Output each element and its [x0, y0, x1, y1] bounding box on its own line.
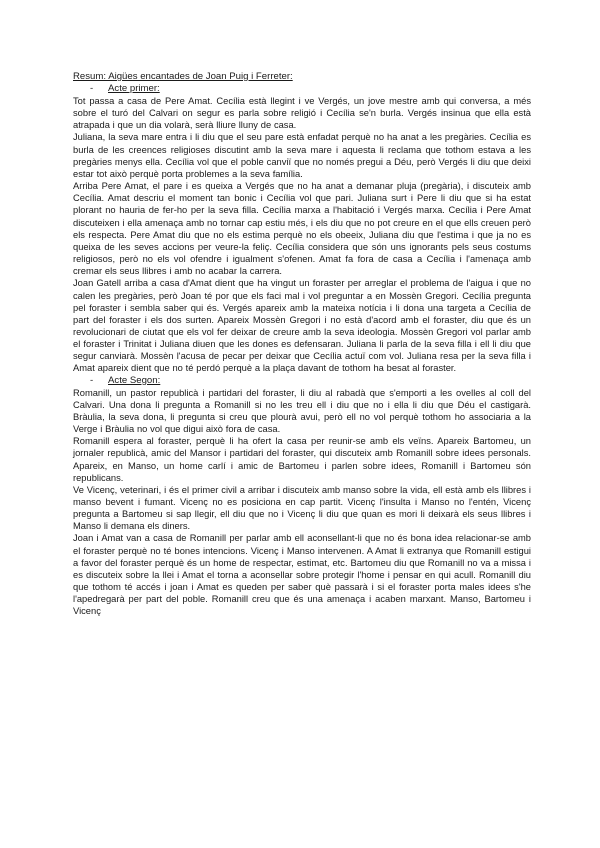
act-bullet: - [90, 374, 94, 386]
act-label: Acte primer: [108, 83, 160, 94]
paragraph: Romanill, un pastor republicà i partidari del foraster, li diu al rabadà que s'emporti a les ovelles al coll del Calvari. Una dona li pregunta a Romanill si no les treu ell i diu que no i ella li diu que Déu el castigarà. Bràulia, la seva dona, li pregunta si creu que plourà avui, però ell no vol perquè tothom ho associaria a la Verge i Bràulia no vol que digui això fora de casa. [73, 387, 531, 435]
paragraph: Arriba Pere Amat, el pare i es queixa a Vergés que no ha anat a demanar pluja (pregària), i discuteix amb Cecília. Amat descriu el moment tan bonic i Cecília vol que pari. Juliana surt i Pere li diu que si ha estat plorant no hauria de fer-ho per la seva filla. Cecília marxa a l'habitació i Vergés marxa. Cecília i Pere Amat discuteixen i ella amenaça amb no tornar cap estiu més, i els diu que no pot creure en el que ells creuen però els respecta. Pere Amat diu que no els estima perquè no els obeeix, Juliana diu que l'estima i que ja no es queixa de les seves accions per veure-la feliç. Cecília considera que són uns ignorants pels seus costums religiosos, però no els vol ofendre i igualment s'ofenen. Amat fa fora de casa a Cecília i l'amenaça amb cremar els seus llibres i amb no acabar la carrera. [73, 181, 531, 277]
act-heading-first [90, 83, 531, 95]
document-page [73, 71, 531, 618]
paragraph: Ve Vicenç, veterinari, i és el primer civil a arribar i discuteix amb manso sobre la vida, ell està amb els llibres i manso bevent i fumant. Vicenç no es posiciona en cap partit. Vicenç l'insulta i Manso no l'entén, Vicenç pregunta a Bartomeu si sap llegir, ell diu que no i Vicenç li diu que quan es mori li deixarà els seus llibres i Manso li demana els diners. [73, 484, 531, 532]
act-heading-second [90, 375, 531, 387]
act-label: Acte Segon: [108, 374, 161, 386]
document-title: Resum: Aigües encantades de Joan Puig i Ferreter: [73, 71, 293, 82]
paragraph: Joan Gatell arriba a casa d'Amat dient que ha vingut un foraster per arreglar el problema de l'aigua i que no calen les pregàries, però Joan té por que els faci mal i vol preguntar a en Mossèn Gregori. Cecília pregunta pel foraster i sembla saber qui és. Vergés apareix amb la mateixa notícia i li dona una targeta a Cecília de part del foraster i els dos surten. Apareix Mossèn Gregori i no està d'acord amb el foraster, diu que és un revolucionari de ciutat que els vol fer deixar de creure amb la seva ideologia. Mossèn Gregori vol parlar amb el foraster i Trinitat i Juliana diuen que les dones es defensaran. Juliana li parla de la seva filla i ell li diu que segur canviarà. Mossèn l'acusa de pecar per deixar que Cecília actuï com vol. Juliana resa per la seva filla i Amat apareix dient que no té perdó perquè a la plaça davant de tothom ha besat al foraster. [73, 278, 531, 374]
act-bullet: - [90, 83, 94, 94]
paragraph: Romanill espera al foraster, perquè li ha ofert la casa per reunir-se amb els veïns. Apareix Bartomeu, un jornaler republicà, amic del Mansor i partidari del foraster, qui discuteix amb Romanill sobre idees personals. Apareix, en Manso, un home carlí i amic de Bartomeu i parlen sobre idees, Romanill i Bartomeu són republicans. [73, 436, 531, 483]
paragraph: Juliana, la seva mare entra i li diu que el seu pare està enfadat perquè no ha anat a les pregàries. Cecília es burla de les creences religioses discutint amb la seva mare i aquesta li reclama que tothom estava a les pregàries menys ella. Cecília vol que el poble canviï que no només pregui a Déu, però Vergés li diu que deixi estar tot això perquè porta problemes a la seva família. [73, 132, 531, 179]
paragraph: Tot passa a casa de Pere Amat. Cecília està llegint i ve Vergés, un jove mestre amb qui conversa, a més sobre el turó del Calvari on segur es parla sobre religió i Cecília se'n burla. Vergés insinua que ella està atrapada i que un dia volarà, serà lliure lluny de casa. [73, 96, 531, 131]
paragraph: Joan i Amat van a casa de Romanill per parlar amb ell aconsellant-li que no és bona idea relacionar-se amb el foraster perquè no té bones intencions. Vicenç i Manso intervenen. A Amat li extranya que Romanill estigui a favor del foraster perquè és un home de respectar, estimat, etc. Bartomeu diu que Romanill no va a missa i es discuteix sobre la llei i Amat el torna a aconsellar sobre protegir l'home i pensar en qui acull. Romanill diu que tothom té accés i joan i Amat es queden per saber què passarà i si el foraster porta males idees s'he l'apedregarà per part del poble. Romanill creu que és una amenaça i acaben marxant. Manso, Bartomeu i Vicenç [73, 533, 531, 617]
